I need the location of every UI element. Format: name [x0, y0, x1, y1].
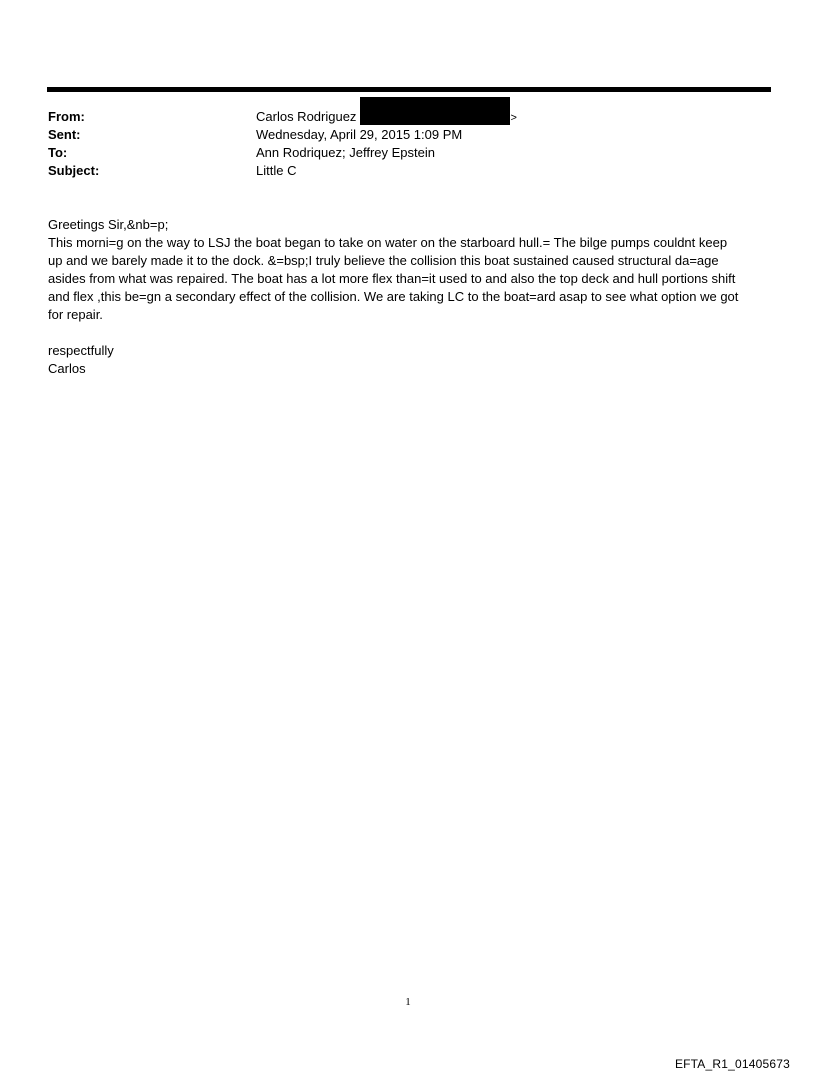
from-value — [256, 108, 517, 127]
sent-label: Sent: — [48, 127, 81, 142]
subject-row — [48, 162, 768, 180]
from-row — [48, 108, 768, 126]
to-label: To: — [48, 145, 68, 160]
email-body — [48, 216, 770, 378]
sent-row — [48, 126, 768, 144]
blank-line — [48, 324, 770, 342]
subject-value: Little C — [256, 163, 297, 178]
email-header — [48, 108, 768, 180]
subject-label: Subject: — [48, 163, 100, 178]
sent-value: Wednesday, April 29, 2015 1:09 PM — [256, 127, 463, 142]
greeting: Greetings Sir,&nb=p; — [48, 217, 169, 232]
body-line: asides from what was repaired. The boat has a lot more flex than=it used to and also the top deck and hull portions shift — [48, 271, 736, 286]
document-id: EFTA_R1_01405673 — [674, 1057, 790, 1071]
body-line: up and we barely made it to the dock. &=bsp;I truly believe the collision this boat sustained caused structural da=age — [48, 253, 719, 268]
redaction-box — [360, 97, 510, 125]
to-row — [48, 144, 768, 162]
body-line: for repair. — [48, 307, 103, 322]
from-label: From: — [48, 109, 85, 124]
header-divider — [47, 87, 771, 92]
body-line: and flex ,this be=gn a secondary effect of the collision. We are taking LC to the boat=ard asap to see what option we got — [48, 289, 739, 304]
to-value: Ann Rodriquez; Jeffrey Epstein — [256, 145, 435, 160]
body-line: This morni=g on the way to LSJ the boat began to take on water on the starboard hull.= The bilge pumps couldnt keep — [48, 235, 728, 250]
closing: respectfully — [48, 343, 114, 358]
page-number: 1 — [405, 996, 411, 1008]
redaction-tail: > — [510, 112, 517, 124]
signature: Carlos — [48, 361, 86, 376]
sender-name: Carlos Rodriguez — [256, 109, 357, 124]
